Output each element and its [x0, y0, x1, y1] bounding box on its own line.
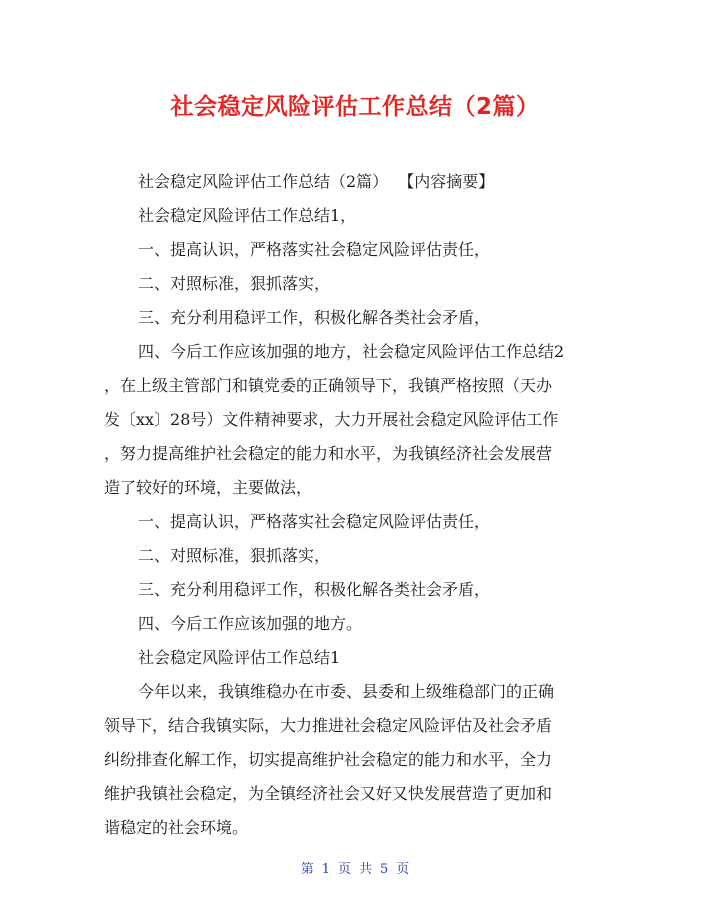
page-label-prefix: 第 — [300, 862, 314, 877]
paragraph-line: 社会稳定风险评估工作总结1， — [138, 206, 357, 225]
paragraph-line: 纠纷排查化解工作，切实提高维护社会稳定的能力和水平，全力 — [104, 750, 553, 769]
total-pages-number: 5 — [380, 862, 389, 877]
paragraph-line: 今年以来，我镇维稳办在市委、县委和上级维稳部门的正确 — [138, 682, 555, 701]
paragraph-line: ，在上级主管部门和镇党委的正确领导下，我镇严格按照（天办 — [104, 376, 553, 395]
summary-label: 【内容摘要】 — [406, 172, 495, 191]
paragraph-line: 一、提高认识，严格落实社会稳定风险评估责任， — [138, 240, 491, 259]
paragraph-line: 发〔xx〕28号）文件精神要求，大力开展社会稳定风险评估工作 — [104, 410, 559, 429]
section-heading: 社会稳定风险评估工作总结1 — [138, 648, 341, 667]
page-label-mid: 页 — [337, 862, 351, 877]
current-page-number: 1 — [321, 862, 330, 877]
document-body — [104, 165, 604, 845]
intro-title: 社会稳定风险评估工作总结（2篇） — [138, 172, 389, 191]
paragraph-line: 造了较好的环境，主要做法， — [104, 478, 313, 497]
paragraph-line: ，努力提高维护社会稳定的能力和水平，为我镇经济社会发展营 — [104, 444, 553, 463]
page-footer — [0, 858, 710, 877]
total-label: 共 — [359, 862, 373, 877]
paragraph-line: 领导下，结合我镇实际，大力推进社会稳定风险评估及社会矛盾 — [104, 716, 553, 735]
paragraph-line: 二、对照标准，狠抓落实， — [138, 546, 331, 565]
paragraph-line: 四、今后工作应该加强的地方，社会稳定风险评估工作总结2 — [138, 342, 565, 361]
document-title: 社会稳定风险评估工作总结（2篇） — [170, 94, 540, 120]
paragraph-line: 三、充分利用稳评工作，积极化解各类社会矛盾， — [138, 308, 491, 327]
paragraph-line: 一、提高认识，严格落实社会稳定风险评估责任， — [138, 512, 491, 531]
paragraph-line: 三、充分利用稳评工作，积极化解各类社会矛盾， — [138, 580, 491, 599]
paragraph-line: 二、对照标准，狠抓落实， — [138, 274, 331, 293]
paragraph-line: 谐稳定的社会环境。 — [104, 818, 249, 837]
intro-line — [104, 165, 604, 199]
paragraph-line: 维护我镇社会稳定，为全镇经济社会又好又快发展营造了更加和 — [104, 784, 553, 803]
paragraph-line: 四、今后工作应该加强的地方。 — [138, 614, 363, 633]
page-label-suffix: 页 — [396, 862, 410, 877]
